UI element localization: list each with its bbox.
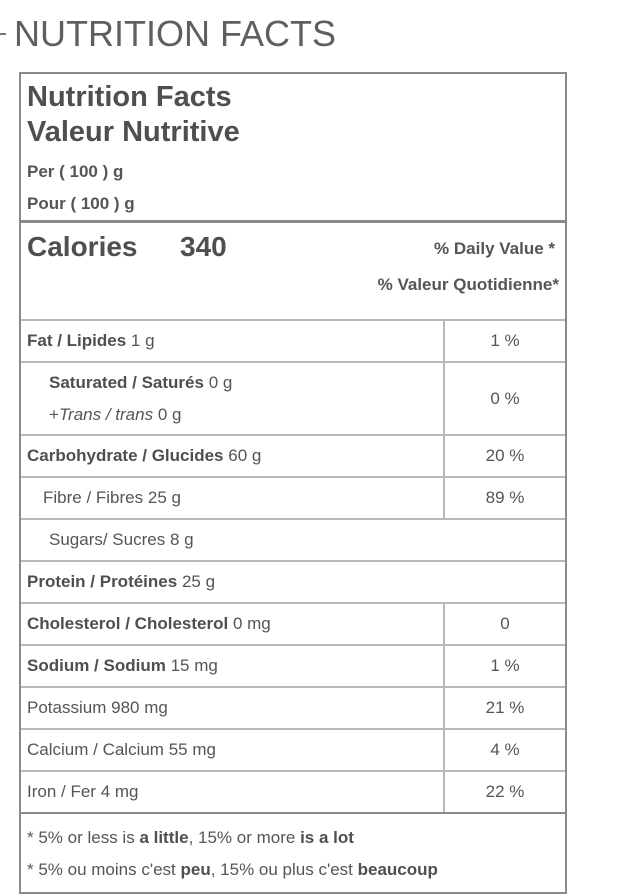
nutrient-amount: 8 g <box>169 530 194 549</box>
daily-value: 89 % <box>443 478 565 518</box>
nutrient-amount: 25 g <box>147 488 181 507</box>
nutrient-amount: 4 mg <box>100 782 139 801</box>
nutrient-label: Sugars/ Sucres <box>49 530 166 549</box>
nutrient-label: Trans / trans <box>58 404 154 424</box>
nutrient-row-calcium <box>21 728 565 770</box>
calories-label: Calories <box>27 231 138 262</box>
daily-value-heading-french: % Valeur Quotidienne* <box>377 275 559 294</box>
nutrient-label: Potassium <box>27 698 107 717</box>
section-heading <box>0 12 336 56</box>
daily-value: 1 % <box>443 321 565 361</box>
nutrient-amount: 60 g <box>228 446 262 465</box>
nutrient-amount: 1 g <box>130 331 155 350</box>
nutrient-row-iron <box>21 770 565 812</box>
nutrient-row-potassium <box>21 686 565 728</box>
nutrient-row-cholesterol <box>21 602 565 644</box>
nutrient-amount: 0 g <box>208 372 233 392</box>
nutrient-row-fat <box>21 319 565 361</box>
nutrient-amount: 0 g <box>157 404 182 424</box>
nutrient-amount: 0 mg <box>232 614 271 633</box>
panel-title-block <box>21 74 565 220</box>
footnote-french: * 5% ou moins c'est peu, 15% ou plus c'est beaucoup <box>27 860 438 879</box>
nutrient-amount: 980 mg <box>111 698 168 717</box>
daily-value: 20 % <box>443 436 565 476</box>
daily-value: 21 % <box>443 688 565 728</box>
dash-icon <box>0 33 6 35</box>
nutrient-label: Iron / Fer <box>27 782 96 801</box>
serving-french: Pour ( 100 ) g <box>27 194 135 213</box>
nutrient-amount: 55 mg <box>168 740 216 759</box>
nutrient-amount: 25 g <box>181 572 216 591</box>
calories-section <box>21 220 565 319</box>
daily-value: 1 % <box>443 646 565 686</box>
nutrient-label: Cholesterol / Cholesterol <box>27 614 229 633</box>
nutrient-label: Carbohydrate / Glucides <box>27 446 224 465</box>
calories-value: 340 <box>180 231 227 262</box>
nutrient-row-protein <box>21 560 565 602</box>
daily-value-heading-english: % Daily Value * <box>434 239 555 258</box>
nutrition-facts-panel <box>19 72 567 894</box>
title-french: Valeur Nutritive <box>27 116 240 148</box>
nutrient-row-sodium <box>21 644 565 686</box>
daily-value: 22 % <box>443 772 565 812</box>
nutrient-label: Saturated / Saturés <box>49 372 204 392</box>
footnote-english: * 5% or less is a little, 15% or more is a lot <box>27 828 354 847</box>
daily-value: 0 <box>443 604 565 644</box>
trans-prefix: + <box>49 404 59 424</box>
footnote <box>21 812 565 892</box>
nutrient-row-sugars <box>21 518 565 560</box>
daily-value: 4 % <box>443 730 565 770</box>
section-heading-text: NUTRITION FACTS <box>14 13 336 54</box>
nutrient-label: Fat / Lipides <box>27 331 127 350</box>
nutrient-row-saturated-trans <box>21 361 565 434</box>
serving-english: Per ( 100 ) g <box>27 162 124 181</box>
daily-value: 0 % <box>443 363 565 434</box>
nutrient-label: Fibre / Fibres <box>43 488 144 507</box>
nutrient-row-fibre <box>21 476 565 518</box>
nutrient-label: Sodium / Sodium <box>27 656 166 675</box>
nutrient-label: Calcium / Calcium <box>27 740 164 759</box>
title-english: Nutrition Facts <box>27 81 232 113</box>
nutrient-label: Protein / Protéines <box>27 572 178 591</box>
nutrient-row-carbohydrate <box>21 434 565 476</box>
nutrient-amount: 15 mg <box>170 656 218 675</box>
